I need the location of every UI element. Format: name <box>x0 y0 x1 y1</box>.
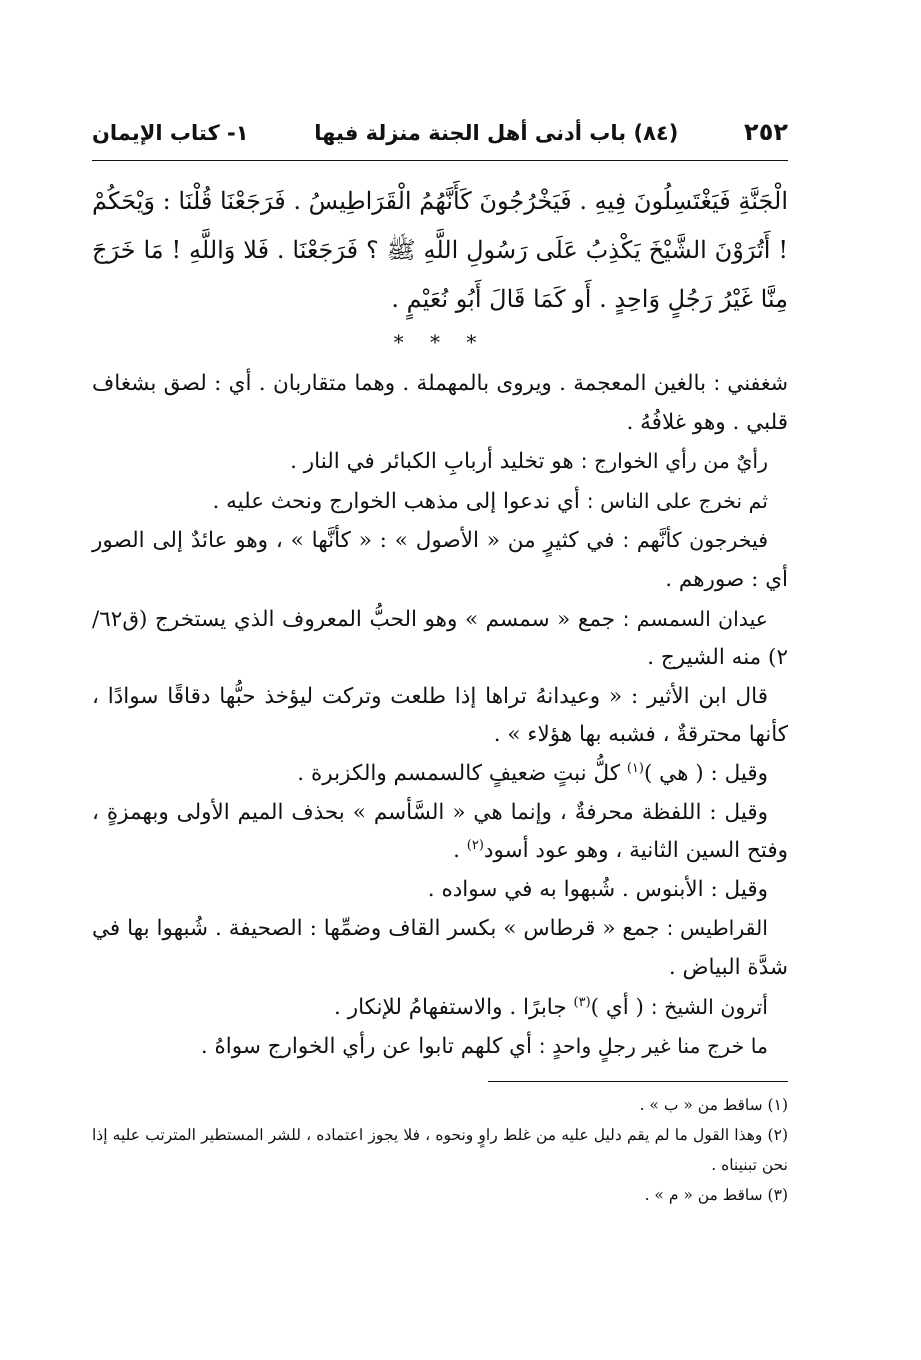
book-title: ١- كتاب الإيمان <box>92 121 249 145</box>
entry-text: أي كلهم تابوا عن رأي الخوارج سواهُ . <box>200 1034 539 1060</box>
entry-text: جمع « سمسم » وهو الحبُّ المعروف الذي يستخرج (ق٦٢/ ٢) منه الشيرج . <box>92 606 788 671</box>
commentary-entry <box>92 871 788 910</box>
entry-text: قال ابن الأثير : « وعيدانهُ تراها إذا طلعت وتركت ليؤخذ حبُّها دقاقًا سوادًا ، كأنها محترقةٌ ، فشبه بها هؤلاء » . <box>92 683 788 748</box>
footnote-marker: (٢) <box>466 837 484 853</box>
commentary-entry <box>92 988 788 1028</box>
commentary-entry <box>92 521 788 599</box>
footnotes <box>92 1090 788 1210</box>
hadith-text: الْجَنَّةِ فَيَغْتَسِلُونَ فِيهِ . فَيَخْرُجُونَ كَأَنَّهُمُ الْقَرَاطِيسُ . فَرَجَعْنَا قُلْنَا : وَيْحَكُمْ ! أَتُرَوْنَ الشَّيْخَ يَكْذِبُ عَلَى رَسُولِ اللَّهِ ﷺ ؟ فَرَجَعْنَا . فَلا وَاللَّهِ ! مَا خَرَجَ مِنَّا غَيْرُ رَجُلٍ وَاحِدٍ . أَو كَمَا قَالَ أَبُو نُعَيْمٍ . <box>92 187 789 313</box>
entry-text: جابرًا . والاستفهامُ للإنكار . <box>334 994 574 1020</box>
commentary-entry <box>92 482 788 522</box>
section-separator: * * * <box>393 330 487 354</box>
entry-text: بالغين المعجمة . ويروى بالمهملة . وهما متقاربان . أي : لصق بشغاف قلبي . وهو غلافُهُ . <box>92 371 788 435</box>
commentary-entry <box>92 909 788 987</box>
entry-text: أي ندعوا إلى مذهب الخوارج ونحث عليه . <box>212 488 587 514</box>
lemma: فيخرجون كأنَّهم : <box>622 528 769 553</box>
lemma: أترون الشيخ : <box>650 994 768 1019</box>
footnote: (٢) وهذا القول ما لم يقم دليل عليه من غلط راوٍ ونحوه ، فلا يجوز اعتماده ، للشر المستطير المترتب عليه إذا نحن تبنيناه . <box>92 1125 788 1174</box>
chapter-title: (٨٤) باب أدنى أهل الجنة منزلة فيها <box>314 121 679 145</box>
entry-text: . <box>453 838 467 864</box>
entry-text: وقيل : ( هي ) <box>643 760 768 786</box>
lemma: رأيٌ من رأي الخوارج : <box>580 449 768 474</box>
commentary-entry <box>92 364 788 442</box>
footnote-marker: (٣) <box>573 994 591 1010</box>
commentary-entry <box>92 755 788 794</box>
commentary-entry <box>92 1027 788 1067</box>
footnote-divider <box>488 1081 788 1082</box>
lemma: القراطيس : <box>666 916 768 941</box>
footnote: (١) ساقط من « ب » . <box>639 1095 788 1114</box>
lemma: شغفني : <box>713 371 788 395</box>
lemma: ما خرج منا غير رجلٍ واحدٍ : <box>538 1034 768 1059</box>
commentary <box>92 364 788 1067</box>
entry-text: ( أي ) <box>590 994 651 1020</box>
commentary-entry <box>92 600 788 678</box>
running-header <box>92 118 788 161</box>
entry-text: وقيل : اللفظة محرفةٌ ، وإنما هي « السَّأسم » بحذف الميم الأولى وبهمزةٍ ، وفتح السين الثانية ، وهو عود أسود <box>92 799 788 864</box>
entry-text: كلُّ نبتٍ ضعيفٍ كالسمسم والكزبرة . <box>297 760 627 786</box>
book-page <box>92 118 788 1210</box>
commentary-entry <box>92 442 788 482</box>
footnote: (٣) ساقط من « م » . <box>644 1185 788 1204</box>
footnote-marker: (١) <box>626 760 644 776</box>
commentary-entry <box>92 678 788 755</box>
page-number: ٢٥٢ <box>744 118 788 146</box>
entry-text: في كثيرٍ من « الأصول » : « كأنَّها » ، وهو عائدٌ إلى الصور أي : صورهم . <box>92 528 788 592</box>
lemma: ثم نخرج على الناس : <box>586 488 768 513</box>
lemma: عيدان السمسم : <box>622 606 768 631</box>
entry-text: وقيل : الأبنوس . شُبهوا به في سواده . <box>427 876 768 902</box>
commentary-entry <box>92 794 788 871</box>
entry-text: هو تخليد أربابِ الكبائر في النار . <box>290 449 581 475</box>
entry-text: جمع « قرطاس » بكسر القاف وضمِّها : الصحيفة . شُبهوا بها في شدَّة البياض . <box>92 916 788 980</box>
